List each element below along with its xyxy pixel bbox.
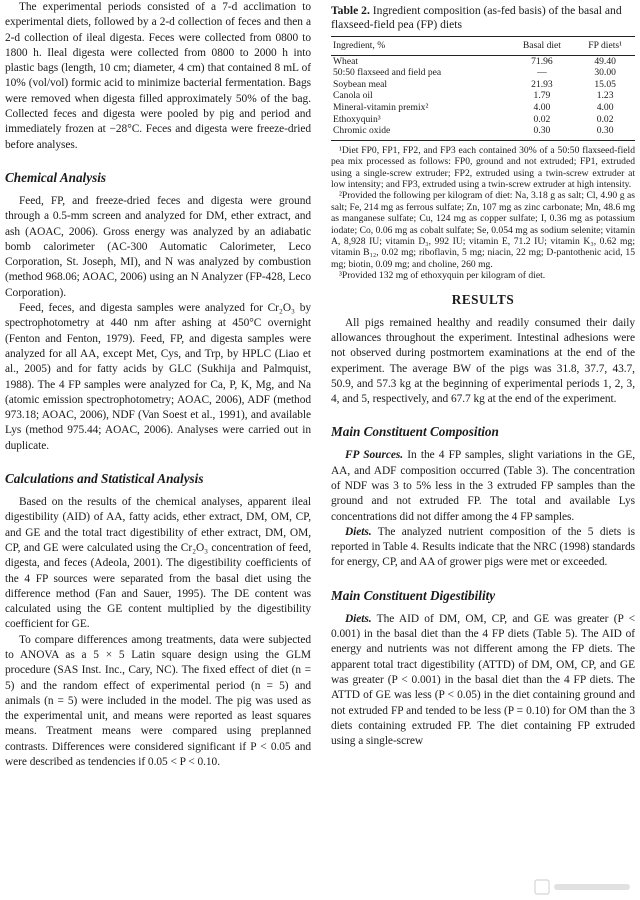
table-row — [331, 102, 635, 114]
runin-diets-digestibility: Diets. — [345, 612, 372, 625]
footnote-3: ³Provided 132 mg of ethoxyquin per kilogram of diet. — [339, 270, 546, 282]
table-row — [331, 67, 635, 79]
heading-results: RESULTS — [451, 291, 515, 307]
cell-basal: 0.02 — [533, 113, 551, 125]
paragraph-calculations-1: Based on the results of the chemical analyses, apparent ileal digestibility (AID) of AA, fatty acids, ether extract, DM, OM, CP, and GE and the total tract digestibility of ether extract, DM, OM, CP, and GE were calculated using the Cr₂O₃ concentration of feed, digesta, and feces (Adeola, 2001). The digestibility coefficients of the 4 FP sources were separated from the basal diet using the difference method (Fan and Sauer, 1995). The DE content was calculated using the GE content multiplied by the digestibility coefficient for GE. — [5, 496, 311, 631]
header-fp-diets: FP diets¹ — [575, 37, 635, 56]
paragraph-chemical-2: Feed, feces, and digesta samples were analyzed for Cr₂O₃ by spectrophotometry at 440 nm after ashing at 450°C overnight (Fenton and Fenton, 1979). Feed, FP, and digesta samples were analyzed for all AA, except Met, Cys, and Trp, by HPLC (Liao et al., 2005) and for fatty acids by GLC (Sukhija and Palmquist, 1988). The 4 FP samples were analyzed for Ca, P, K, Mg, and Na (atomic emission spectrophotometry; AOAC, 2006), ADF (method 973.18; AOAC, 2006), NDF (Van Soest et al., 1991), and available Lys (method 975.44; AOAC, 2006). Analyses were carried out in duplicate. — [5, 302, 311, 452]
table-row — [331, 55, 635, 67]
cell-ingredient: Mineral-vitamin premix² — [333, 101, 429, 113]
heading-main-constituent-digestibility: Main Constituent Digestibility — [331, 587, 496, 603]
right-column — [331, 0, 635, 749]
table-row — [331, 114, 635, 126]
cell-basal: 4.00 — [533, 101, 551, 113]
cell-fp: 4.00 — [596, 101, 614, 113]
cell-ingredient: Ethoxyquin³ — [333, 113, 381, 125]
cell-fp: 30.00 — [594, 67, 616, 79]
table-2-caption — [331, 4, 635, 32]
cell-ingredient: Wheat — [333, 55, 359, 67]
cell-basal: — — [537, 67, 547, 79]
cell-basal: 21.93 — [531, 78, 553, 90]
cell-basal: 71.96 — [531, 55, 553, 67]
table-2-label: Table 2. — [331, 4, 370, 17]
footnote-1: ¹Diet FP0, FP1, FP2, and FP3 each contained 30% of a 50:50 flaxseed-field pea mix processed as follows: FP0, ground and not extruded; FP1, extruded using a single-screw extruder; FP2, extruded using a twin-screw extruder at low intensity; and FP3, extruded using a twin-screw extruder at high intensity. — [331, 144, 635, 190]
heading-chemical-analysis: Chemical Analysis — [5, 169, 106, 185]
footnote-2: ²Provided the following per kilogram of diet: Na, 3.18 g as salt; Cl, 4.90 g as salt; Fe, 214 mg as ferrous sulfate; Zn, 107 mg as zinc carbonate; Mn, 48.6 mg as manganese sulfate; Cu, 124 mg as copper sulfate; I, 0.36 mg as potassium iodate; Co, 0.06 mg as cobalt sulfate; Se, 0.054 mg as sodium selenite; vitamin A, 8,928 IU; vitamin D₃, 992 IU; vitamin E, 71.2 IU; vitamin K₃, 0.62 mg; vitamin B₁₂, 0.02 mg; riboflavin, 5 mg; niacin, 22 mg; D-pantothenic acid, 15 mg; biotin, 0.09 mg; and choline, 260 mg. — [331, 190, 635, 270]
heading-main-constituent-composition: Main Constituent Composition — [331, 424, 499, 440]
paragraph-diets-digestibility — [331, 612, 635, 750]
table-row — [331, 125, 635, 140]
cell-fp: 15.05 — [594, 78, 616, 90]
table-footnotes — [331, 145, 635, 282]
header-ingredient: Ingredient, % — [331, 37, 509, 56]
cell-fp: 0.02 — [596, 113, 614, 125]
left-column — [5, 0, 311, 770]
diets-text: The analyzed nutrient composition of the 5 diets is reported in Table 4. Results indicate that the NRC (1998) standards for energy, CP, and AA of grower pigs were met or exceeded. — [331, 525, 635, 569]
paragraph-calculations-2: To compare differences among treatments, data were subjected to ANOVA as a 5 × 5 Latin square design using the GLM procedure (SAS Inst. Inc., Cary, NC). The fixed effect of diet (n = 5) and the random effect of experimental period (n = 5) and animals (n = 5) were included in the model. The pig was used as the experimental unit, and means were reported as least squares means. Treatment means were compared using preplanned contrasts. Differences were considered significant if P < 0.05 and were described as tendencies if 0.05 < P < 0.10. — [5, 633, 311, 769]
cell-ingredient: 50:50 flaxseed and field pea — [333, 67, 442, 79]
fp-sources-text: In the 4 FP samples, slight variations in the GE, AA, and ADF composition occurred (Table 3). The concentration of NDF was 3 to 5% less in the 3 extruded FP samples than the ground and not extruded FP. The total and available Lys concentrations did not differ among the 4 FP samples. — [331, 449, 635, 523]
table-header-row — [331, 37, 635, 56]
paragraph-diets-composition — [331, 525, 635, 571]
cell-ingredient: Soybean meal — [333, 78, 388, 90]
paragraph-chemical-1: Feed, FP, and freeze-dried feces and digesta were ground through a 0.5-mm screen and analyzed for DM, ether extract, and ash (AOAC, 2006). Gross energy was analyzed by an adiabatic bomb calorimeter (AC-300 Automatic Calorimeter, Leco Corporation, St. Joseph, MI), and N was analyzed by combustion (method 968.06; AOAC, 2006) using an N Analyzer (FP-428, Leco Corporation). — [5, 194, 311, 299]
ingredient-table — [331, 36, 635, 141]
header-basal-diet: Basal diet — [509, 37, 576, 56]
cell-fp: 49.40 — [594, 55, 616, 67]
table-row — [331, 90, 635, 102]
table-2-caption-text: Ingredient composition (as-fed basis) of the basal and flaxseed-field pea (FP) diets — [331, 4, 622, 31]
cell-fp: 0.30 — [575, 125, 635, 140]
cell-basal: 1.79 — [533, 90, 551, 102]
heading-calculations: Calculations and Statistical Analysis — [5, 471, 204, 487]
runin-fp-sources: FP Sources. — [345, 449, 404, 462]
cell-fp: 1.23 — [596, 90, 614, 102]
paragraph-fp-sources — [331, 448, 635, 524]
cell-basal: 0.30 — [509, 125, 576, 140]
cell-ingredient: Canola oil — [333, 90, 373, 102]
cell-ingredient: Chromic oxide — [331, 125, 509, 140]
table-row — [331, 79, 635, 91]
paragraph-collection-methods: The experimental periods consisted of a 7-d acclimation to experimental diets, followed by a 2-d collection of feces and then a 2-d collection of ileal digesta. Feces were collected from 0800 to 1800 h. Ileal digesta were collected from 0800 to 2000 h into plastic bags (length, 10 cm; diameter, 4 cm) that contained 8 mL of 10% (vol/vol) formic acid to minimize bacterial fermentation. Bags were removed when digesta filled approximately 50% of the bag. Collected feces and digesta were pooled by pig and period and immediately frozen at −28°C. Feces and digesta were freeze-dried before analyses. — [5, 1, 311, 151]
watermark-logo-icon — [534, 877, 634, 897]
runin-diets: Diets. — [345, 525, 372, 538]
paragraph-results: All pigs remained healthy and readily consumed their daily allowances throughout the experiment. Intestinal adhesions were not observed during postmortem examinations at the end of the experiment. The average BW of the pigs was 31.8, 37.7, 43.7, 50.9, and 57.3 kg at the beginning of experimental periods 1, 2, 3, 4, and 5, respectively, and 67.7 kg at the end of the experiment. — [331, 316, 635, 406]
diets-digestibility-text: The AID of DM, OM, CP, and GE was greater (P < 0.001) in the basal diet than the 4 FP diets (Table 5). The AID of energy and nutrients was not different among the FP diets. The apparent total tract digestibility (ATTD) of DM, OM, CP, and GE was greater (P < 0.001) in the basal diet than the 4 FP diets. The ATTD of GE was less (P < 0.05) in the diet containing ground and not extruded FP and tended to be less (P = 0.10) for OM than the 3 diets containing extruded FP. The diet containing FP extruded using a single-screw — [331, 612, 635, 748]
